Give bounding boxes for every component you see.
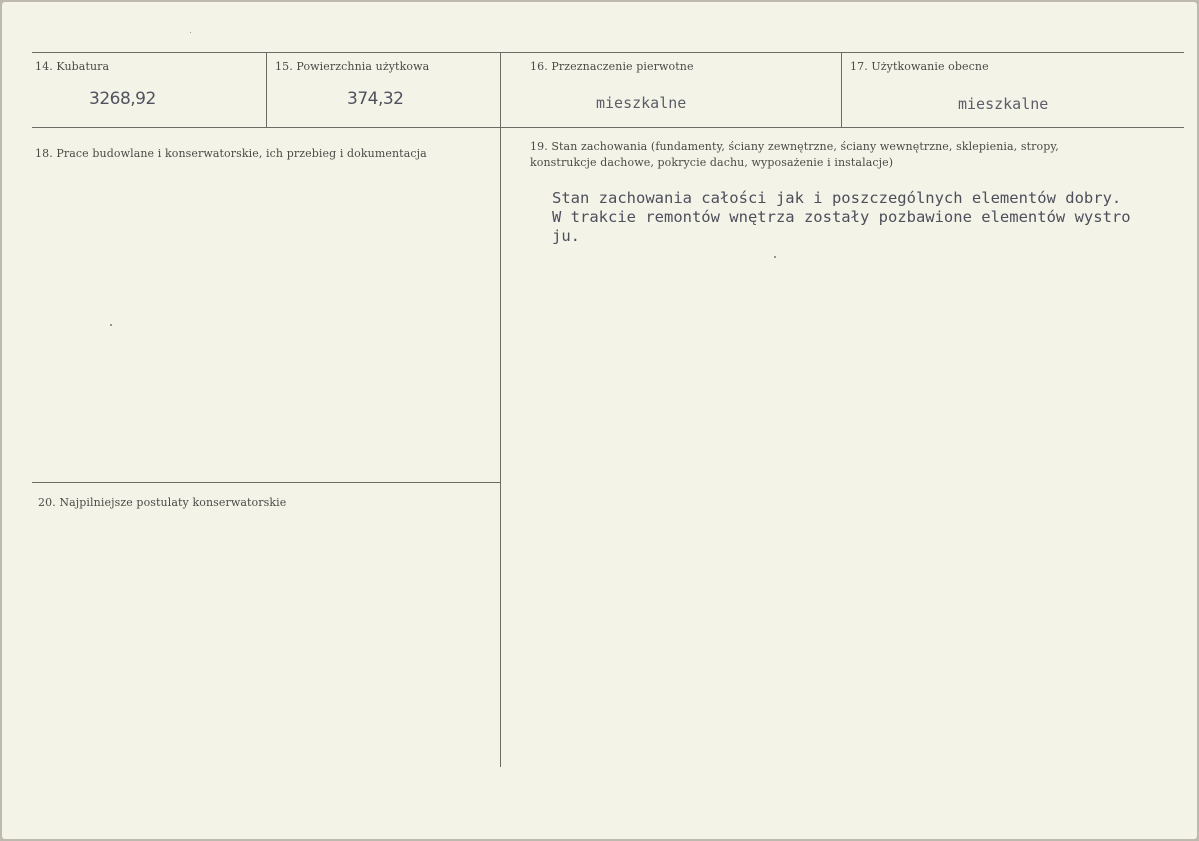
header-row-rule <box>32 127 1184 128</box>
przeznaczenie-label: 16. Przeznaczenie pierwotne <box>530 60 694 73</box>
top-rule <box>32 52 1184 53</box>
prace-label: 18. Prace budowlane i konserwatorskie, ich przebieg i dokumentacja <box>35 147 427 160</box>
postulaty-label: 20. Najpilniejsze postulaty konserwatorskie <box>38 496 287 509</box>
kubatura-value: 3268,92 <box>89 89 156 109</box>
stan-text-line-3: ju. <box>552 227 580 245</box>
divider-15-16 <box>500 53 501 767</box>
powierzchnia-value: 374,32 <box>347 89 404 109</box>
stan-text-line-1: Stan zachowania całości jak i poszczególnych elementów dobry. <box>552 189 1122 207</box>
stan-text-line-2: W trakcie remontów wnętrza zostały pozbawione elementów wystro <box>552 208 1131 226</box>
rule-18-20 <box>32 482 500 483</box>
stan-label: 19. Stan zachowania (fundamenty, ściany zewnętrzne, ściany wewnętrzne, sklepienia, stropy, konstrukcje dachowe, pokrycie dachu, wyposażenie i instalacje) <box>530 140 1059 169</box>
paper-speck <box>190 32 191 33</box>
powierzchnia-label: 15. Powierzchnia użytkowa <box>275 60 430 73</box>
uzytkowanie-value: mieszkalne <box>958 95 1049 113</box>
paper-speck <box>110 324 112 326</box>
paper-speck <box>774 256 776 258</box>
kubatura-label: 14. Kubatura <box>35 60 110 73</box>
przeznaczenie-value: mieszkalne <box>596 94 687 112</box>
divider-16-17 <box>841 53 842 127</box>
divider-14-15 <box>266 53 267 127</box>
uzytkowanie-label: 17. Użytkowanie obecne <box>850 60 989 73</box>
record-card <box>2 2 1197 839</box>
